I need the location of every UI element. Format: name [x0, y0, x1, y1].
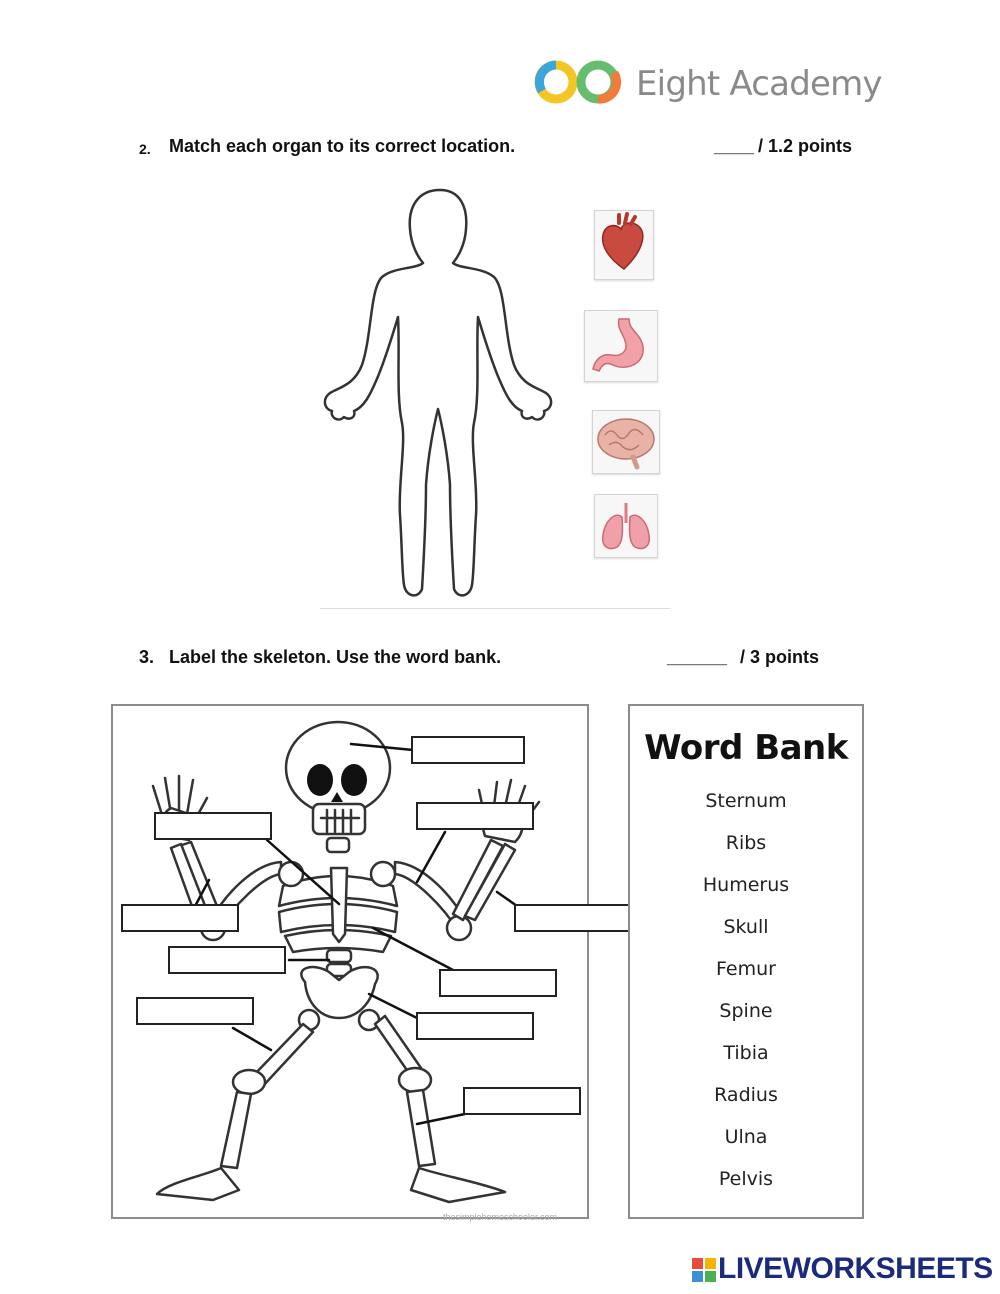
eight-academy-logo [532, 58, 624, 111]
question-3-prompt: Label the skeleton. Use the word bank. [169, 647, 502, 667]
stomach-icon [585, 311, 657, 381]
question-2-points: / 1.2 points [758, 136, 853, 156]
stomach-card[interactable] [584, 310, 658, 382]
word-bank-item[interactable]: Ulna [724, 1126, 768, 1148]
word-bank-panel [628, 704, 864, 1219]
question-3-points: / 3 points [740, 647, 820, 667]
brand-name: Eight Academy [636, 64, 882, 104]
word-bank-title: Word Bank [644, 728, 848, 768]
question-3-score-blank[interactable]: ______ [667, 647, 728, 667]
skeleton-label-box-7[interactable] [439, 969, 557, 997]
skeleton-label-box-3[interactable] [416, 802, 534, 830]
brain-card[interactable] [592, 410, 660, 474]
word-bank-item[interactable]: Spine [719, 1000, 773, 1022]
word-bank-item[interactable]: Sternum [705, 790, 787, 812]
skeleton-label-box-4[interactable] [121, 904, 239, 932]
skeleton-label-box-6[interactable] [168, 946, 286, 974]
heart-icon [595, 211, 653, 279]
word-bank-item[interactable]: Skull [723, 916, 769, 938]
skeleton-label-box-9[interactable] [416, 1012, 534, 1040]
word-bank-item[interactable]: Humerus [702, 874, 790, 896]
question-2-score-blank[interactable]: ____ [714, 136, 755, 156]
skeleton-label-box-10[interactable] [463, 1087, 581, 1115]
heart-card[interactable] [594, 210, 654, 280]
word-bank-item[interactable]: Pelvis [718, 1168, 774, 1190]
word-bank-item[interactable]: Tibia [723, 1042, 769, 1064]
infinity-logo-icon [532, 58, 624, 106]
liveworksheets-logo-icon [692, 1258, 716, 1282]
lungs-icon [595, 495, 657, 557]
word-bank-item[interactable]: Radius [714, 1084, 778, 1106]
question-2-number: 2. [139, 141, 151, 157]
lungs-card[interactable] [594, 494, 658, 558]
skeleton-label-box-2[interactable] [154, 812, 272, 840]
word-bank-item[interactable]: Ribs [725, 832, 767, 854]
skeleton-label-box-1[interactable] [411, 736, 525, 764]
question-3-number: 3. [139, 647, 155, 667]
baseline-divider [320, 608, 670, 609]
skeleton-label-box-8[interactable] [136, 997, 254, 1025]
image-credit: thesimplehomeschooler.com [443, 1212, 558, 1222]
skeleton-label-box-5[interactable] [514, 904, 632, 932]
body-outline [310, 185, 570, 605]
brain-icon [593, 411, 659, 473]
word-bank-item[interactable]: Femur [716, 958, 776, 980]
question-2-prompt: Match each organ to its correct location. [169, 136, 516, 156]
liveworksheets-brand: LIVEWORKSHEETS [718, 1252, 993, 1285]
